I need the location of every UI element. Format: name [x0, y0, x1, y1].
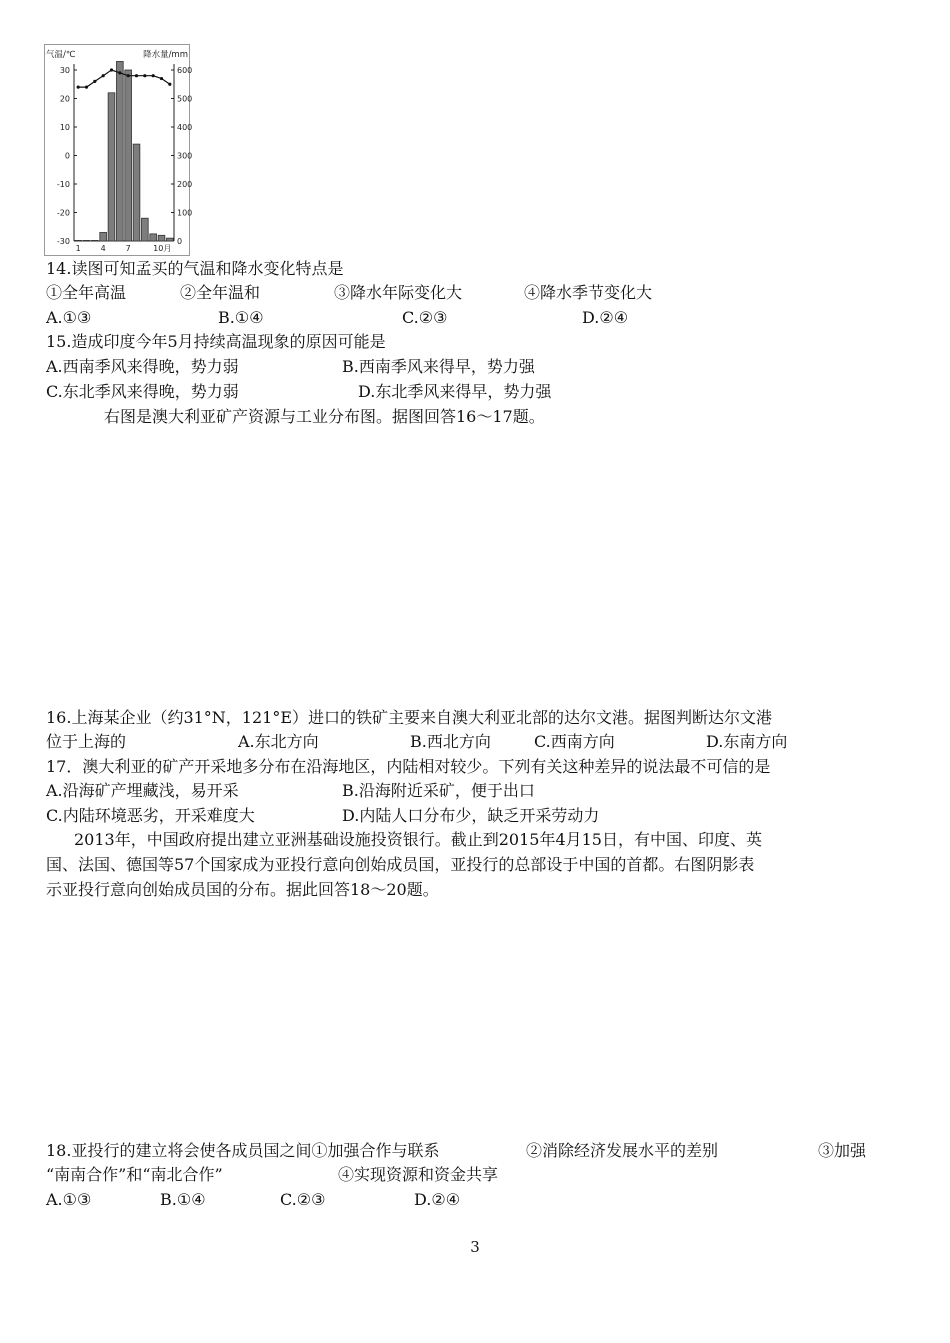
right-tick-label: 100 [177, 208, 193, 218]
q16-option-d[interactable]: D.东南方向 [706, 732, 788, 751]
precipitation-bar [158, 235, 165, 241]
q16-option-b[interactable]: B.西北方向 [410, 732, 491, 751]
q17-option-c[interactable]: C.内陆环境恶劣，开采难度大 [46, 806, 255, 825]
x-tick-label: 1 [75, 244, 81, 253]
temperature-point [110, 68, 113, 71]
temperature-point [152, 74, 155, 77]
q16-stem-line1: 16.上海某企业（约31°N，121°E）进口的铁矿主要来自澳大利亚北部的达尔文港。据图判断达尔文港 [46, 708, 773, 727]
q18-option-c[interactable]: C.②③ [280, 1190, 326, 1209]
left-tick-label: 30 [59, 66, 70, 75]
q14-item-4: ④降水季节变化大 [524, 283, 653, 302]
right-tick-label: 600 [177, 66, 193, 75]
q18-item-1: ①加强合作与联系 [311, 1141, 440, 1160]
q16-option-c[interactable]: C.西南方向 [534, 732, 615, 751]
left-tick-label: 10 [59, 123, 70, 132]
temperature-point [160, 77, 163, 80]
right-tick-label: 200 [177, 180, 193, 189]
temperature-point [93, 80, 96, 83]
precipitation-bar [125, 70, 132, 241]
q14-options [46, 307, 906, 329]
intro-18-20-line2: 国、法国、德国等57个国家成为亚投行意向创始成员国，亚投行的总部设于中国的首都。右图阴影表 [46, 855, 755, 874]
x-tick-label: 4 [100, 244, 106, 253]
precipitation-bar [91, 240, 98, 241]
q15-options-row2 [46, 381, 906, 403]
intro-18-20-line3: 示亚投行意向创始成员国的分布。据此回答18～20题。 [46, 880, 439, 899]
q14-option-d[interactable]: D.②④ [582, 308, 629, 327]
q17-option-a[interactable]: A.沿海矿产埋藏浅，易开采 [46, 781, 239, 800]
temperature-point [168, 83, 171, 86]
left-tick-label: 0 [64, 151, 70, 161]
precipitation-bar [100, 232, 107, 241]
temperature-point [85, 86, 88, 89]
precipitation-bar [83, 240, 90, 241]
precipitation-bar [166, 238, 173, 241]
precipitation-bar [116, 61, 123, 241]
q17-options-row2 [46, 805, 906, 827]
q15-option-a[interactable]: A.西南季风来得晚，势力弱 [46, 357, 239, 376]
q17-stem: 17．澳大利亚的矿产开采地多分布在沿海地区，内陆相对较少。下列有关这种差异的说法最不可信的是 [46, 757, 771, 776]
q18-item-3-cont: “南南合作”和“南北合作” [46, 1165, 223, 1184]
q14-items [46, 282, 906, 304]
q16-option-a[interactable]: A.东北方向 [238, 732, 319, 751]
precipitation-bar [75, 240, 82, 241]
temperature-point [127, 74, 130, 77]
q18-option-d[interactable]: D.②④ [414, 1190, 461, 1209]
left-tick-label: -30 [56, 237, 70, 246]
q17-option-d[interactable]: D.内陆人口分布少，缺乏开采劳动力 [342, 806, 600, 825]
q18-stem-line2 [46, 1164, 906, 1186]
q18-item-3: ③加强 [818, 1141, 867, 1160]
right-tick-label: 0 [177, 237, 183, 246]
q16-stem-prefix: 位于上海的 [46, 732, 127, 751]
q18-item-4: ④实现资源和资金共享 [338, 1165, 499, 1184]
q14-option-c[interactable]: C.②③ [402, 308, 448, 327]
q18-stem: 18.亚投行的建立将会使各成员国之间①加强合作与联系 [46, 1141, 440, 1160]
precipitation-bar [133, 144, 140, 241]
q18-item-2: ②消除经济发展水平的差别 [526, 1141, 719, 1160]
temperature-point [135, 74, 138, 77]
left-tick-label: -10 [56, 180, 70, 189]
q17-option-b[interactable]: B.沿海附近采矿，便于出口 [342, 781, 535, 800]
intro-16-17: 右图是澳大利亚矿产资源与工业分布图。据图回答16～17题。 [104, 407, 545, 426]
q18-option-b[interactable]: B.①④ [160, 1190, 206, 1209]
left-tick-label: -20 [56, 208, 70, 218]
q14-item-1: ①全年高温 [46, 283, 127, 302]
q15-option-b[interactable]: B.西南季风来得早，势力强 [342, 357, 535, 376]
q14-option-a[interactable]: A.①③ [46, 308, 92, 327]
mumbai-climate-chart [44, 44, 193, 256]
q15-option-d[interactable]: D.东北季风来得早，势力强 [358, 382, 552, 401]
q18-option-a[interactable]: A.①③ [46, 1190, 92, 1209]
left-tick-label: 20 [59, 94, 70, 104]
precipitation-bar [108, 93, 115, 241]
x-tick-label: 10月 [153, 244, 172, 253]
right-tick-label: 300 [177, 151, 193, 161]
right-axis-label: 降水量/mm [143, 50, 188, 60]
q15-options-row1 [46, 356, 906, 378]
q17-options-row1 [46, 780, 906, 802]
q14-option-b[interactable]: B.①④ [218, 308, 264, 327]
intro-18-20-line1: 2013年，中国政府提出建立亚洲基础设施投资银行。截止到2015年4月15日，有中国、印度、英 [74, 830, 762, 849]
q14-item-3: ③降水年际变化大 [334, 283, 463, 302]
temperature-point [143, 74, 146, 77]
precipitation-bar [141, 218, 148, 241]
q18-stem-line1 [46, 1140, 906, 1162]
x-tick-label: 7 [125, 244, 131, 253]
q16-stem-line2 [46, 731, 906, 753]
q14-stem: 14.读图可知孟买的气温和降水变化特点是 [46, 259, 344, 278]
q14-item-2: ②全年温和 [180, 283, 261, 302]
temperature-point [77, 86, 80, 89]
right-tick-label: 400 [177, 123, 193, 132]
q15-option-c[interactable]: C.东北季风来得晚，势力弱 [46, 382, 239, 401]
q15-stem: 15.造成印度今年5月持续高温现象的原因可能是 [46, 332, 386, 351]
left-axis-label: 气温/℃ [46, 50, 76, 60]
q18-options [46, 1189, 906, 1211]
page-number: 3 [470, 1238, 480, 1256]
right-tick-label: 500 [177, 94, 193, 104]
temperature-point [102, 74, 105, 77]
temperature-point [118, 71, 121, 74]
precipitation-bar [150, 234, 157, 241]
